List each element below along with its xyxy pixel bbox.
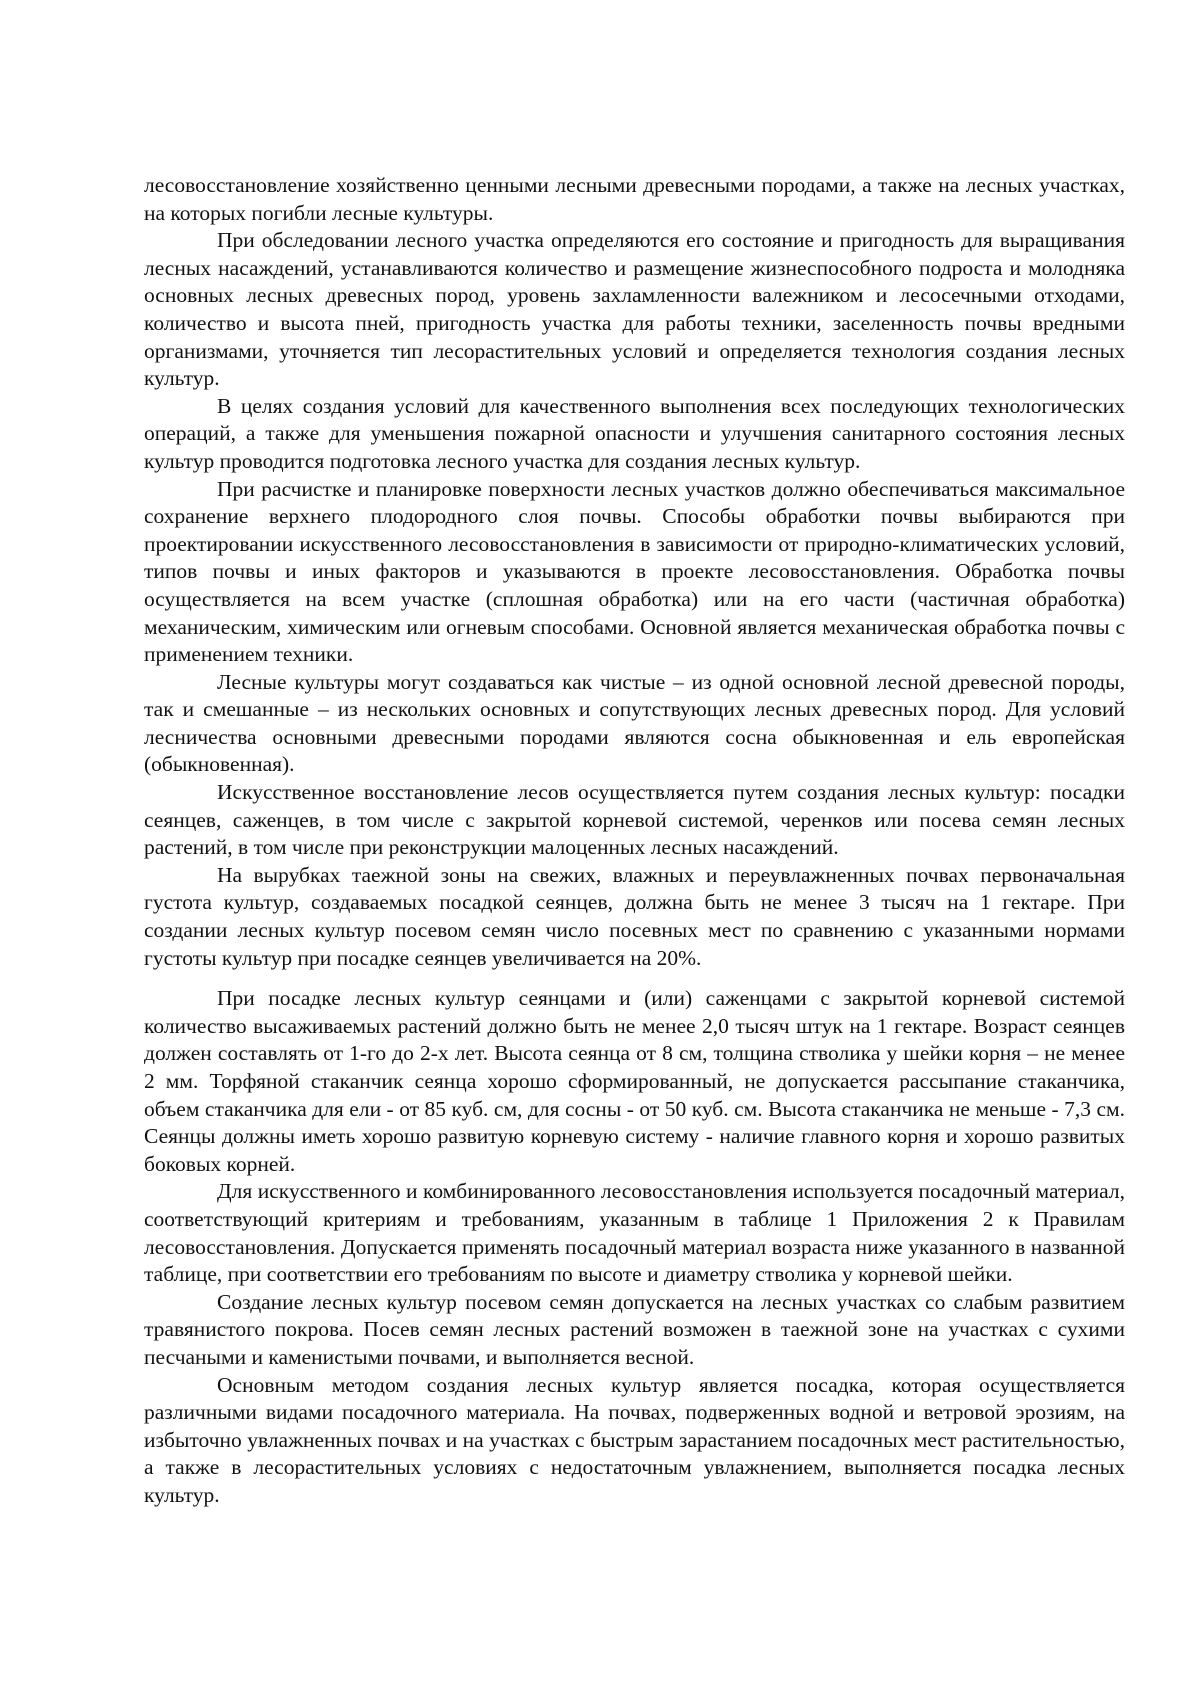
paragraph-site-survey: При обследовании лесного участка определяются его состояние и пригодность для выращивания лесных насаждений, устанавливаются количество и размещение жизнеспособного подроста и молодняка основных лесных древесных пород, уровень захламленности валежником и лесосечными отходами, количество и высота пней, пригодность участка для работы техники, заселенность почвы вредными организмами, уточняется тип лесорастительных условий и определяется технология создания лесных культур. bbox=[144, 228, 1125, 391]
paragraph-site-preparation: В целях создания условий для качественного выполнения всех последующих технологических операций, а также для уменьшения пожарной опасности и улучшения санитарного состояния лесных культур проводится подготовка лесного участка для создания лесных культур. bbox=[144, 393, 1125, 473]
paragraph-artificial-restoration: Искусственное восстановление лесов осуществляется путем создания лесных культур: посадки сеянцев, саженцев, в том числе с закрытой корневой системой, черенков или посева семян лесных растений, в том числе при реконструкции малоценных лесных насаждений. bbox=[144, 780, 1125, 860]
paragraph-planting-density: На вырубках таежной зоны на свежих, влажных и переувлажненных почвах первоначальная густота культур, создаваемых посадкой сеянцев, должна быть не менее 3 тысяч на 1 гектаре. При создании лесных культур посевом семян число посевных мест по сравнению с указанными нормами густоты культур при посадке сеянцев увеличивается на 20%. bbox=[144, 862, 1125, 970]
paragraph-planting-material: Для искусственного и комбинированного лесовосстановления используется посадочный материал, соответствующий критериям и требованиям, указанным в таблице 1 Приложения 2 к Правилам лесовосстановления. Допускается применять посадочный материал возраста ниже указанного в названной таблице, при соответствии его требованиям по высоте и диаметру стволика у корневой шейки. bbox=[144, 1179, 1125, 1287]
paragraph-main-method: Основным методом создания лесных культур является посадка, которая осуществляется различными видами посадочного материала. На почвах, подверженных водной и ветровой эрозиям, на избыточно увлажненных почвах и на участках с быстрым зарастанием посадочных мест растительностью, а также в лесорастительных условиях с недостаточным увлажнением, выполняется посадка лесных культур. bbox=[144, 1372, 1125, 1507]
document-body bbox=[144, 172, 1125, 1510]
paragraph-pure-mixed-cultures: Лесные культуры могут создаваться как чистые – из одной основной лесной древесной породы, так и смешанные – из нескольких основных и сопутствующих лесных древесных пород. Для условий лесничества основными древесными породами являются сосна обыкновенная и ель европейская (обыкновенная). bbox=[144, 669, 1125, 777]
paragraph-continuation: лесовосстановление хозяйственно ценными лесными древесными породами, а также на лесных участках, на которых погибли лесные культуры. bbox=[144, 173, 1125, 225]
paragraph-soil-treatment: При расчистке и планировке поверхности лесных участков должно обеспечиваться максимальное сохранение верхнего плодородного слоя почвы. Способы обработки почвы выбираются при проектировании искусственного лесовосстановления в зависимости от природно-климатических условий, типов почвы и иных факторов и указываются в проекте лесовосстановления. Обработка почвы осуществляется на всем участке (сплошная обработка) или на его части (частичная обработка) механическим, химическим или огневым способами. Основной является механическая обработка почвы с применением техники. bbox=[144, 476, 1125, 667]
paragraph-seed-sowing: Создание лесных культур посевом семян допускается на лесных участках со слабым развитием травянистого покрова. Посев семян лесных растений возможен в таежной зоне на участках с сухими песчаными и каменистыми почвами, и выполняется весной. bbox=[144, 1289, 1125, 1369]
paragraph-closed-root-seedlings: При посадке лесных культур сеянцами и (или) саженцами с закрытой корневой системой количество высаживаемых растений должно быть не менее 2,0 тысяч штук на 1 гектаре. Возраст сеянцев должен составлять от 1-го до 2-х лет. Высота сеянца от 8 см, толщина стволика у шейки корня – не менее 2 мм. Торфяной стаканчик сеянца хорошо сформированный, не допускается рассыпание стаканчика, объем стаканчика для ели - от 85 куб. см, для сосны - от 50 куб. см. Высота стаканчика не меньше - 7,3 см. Сеянцы должны иметь хорошо развитую корневую систему - наличие главного корня и хорошо развитых боковых корней. bbox=[144, 986, 1125, 1176]
